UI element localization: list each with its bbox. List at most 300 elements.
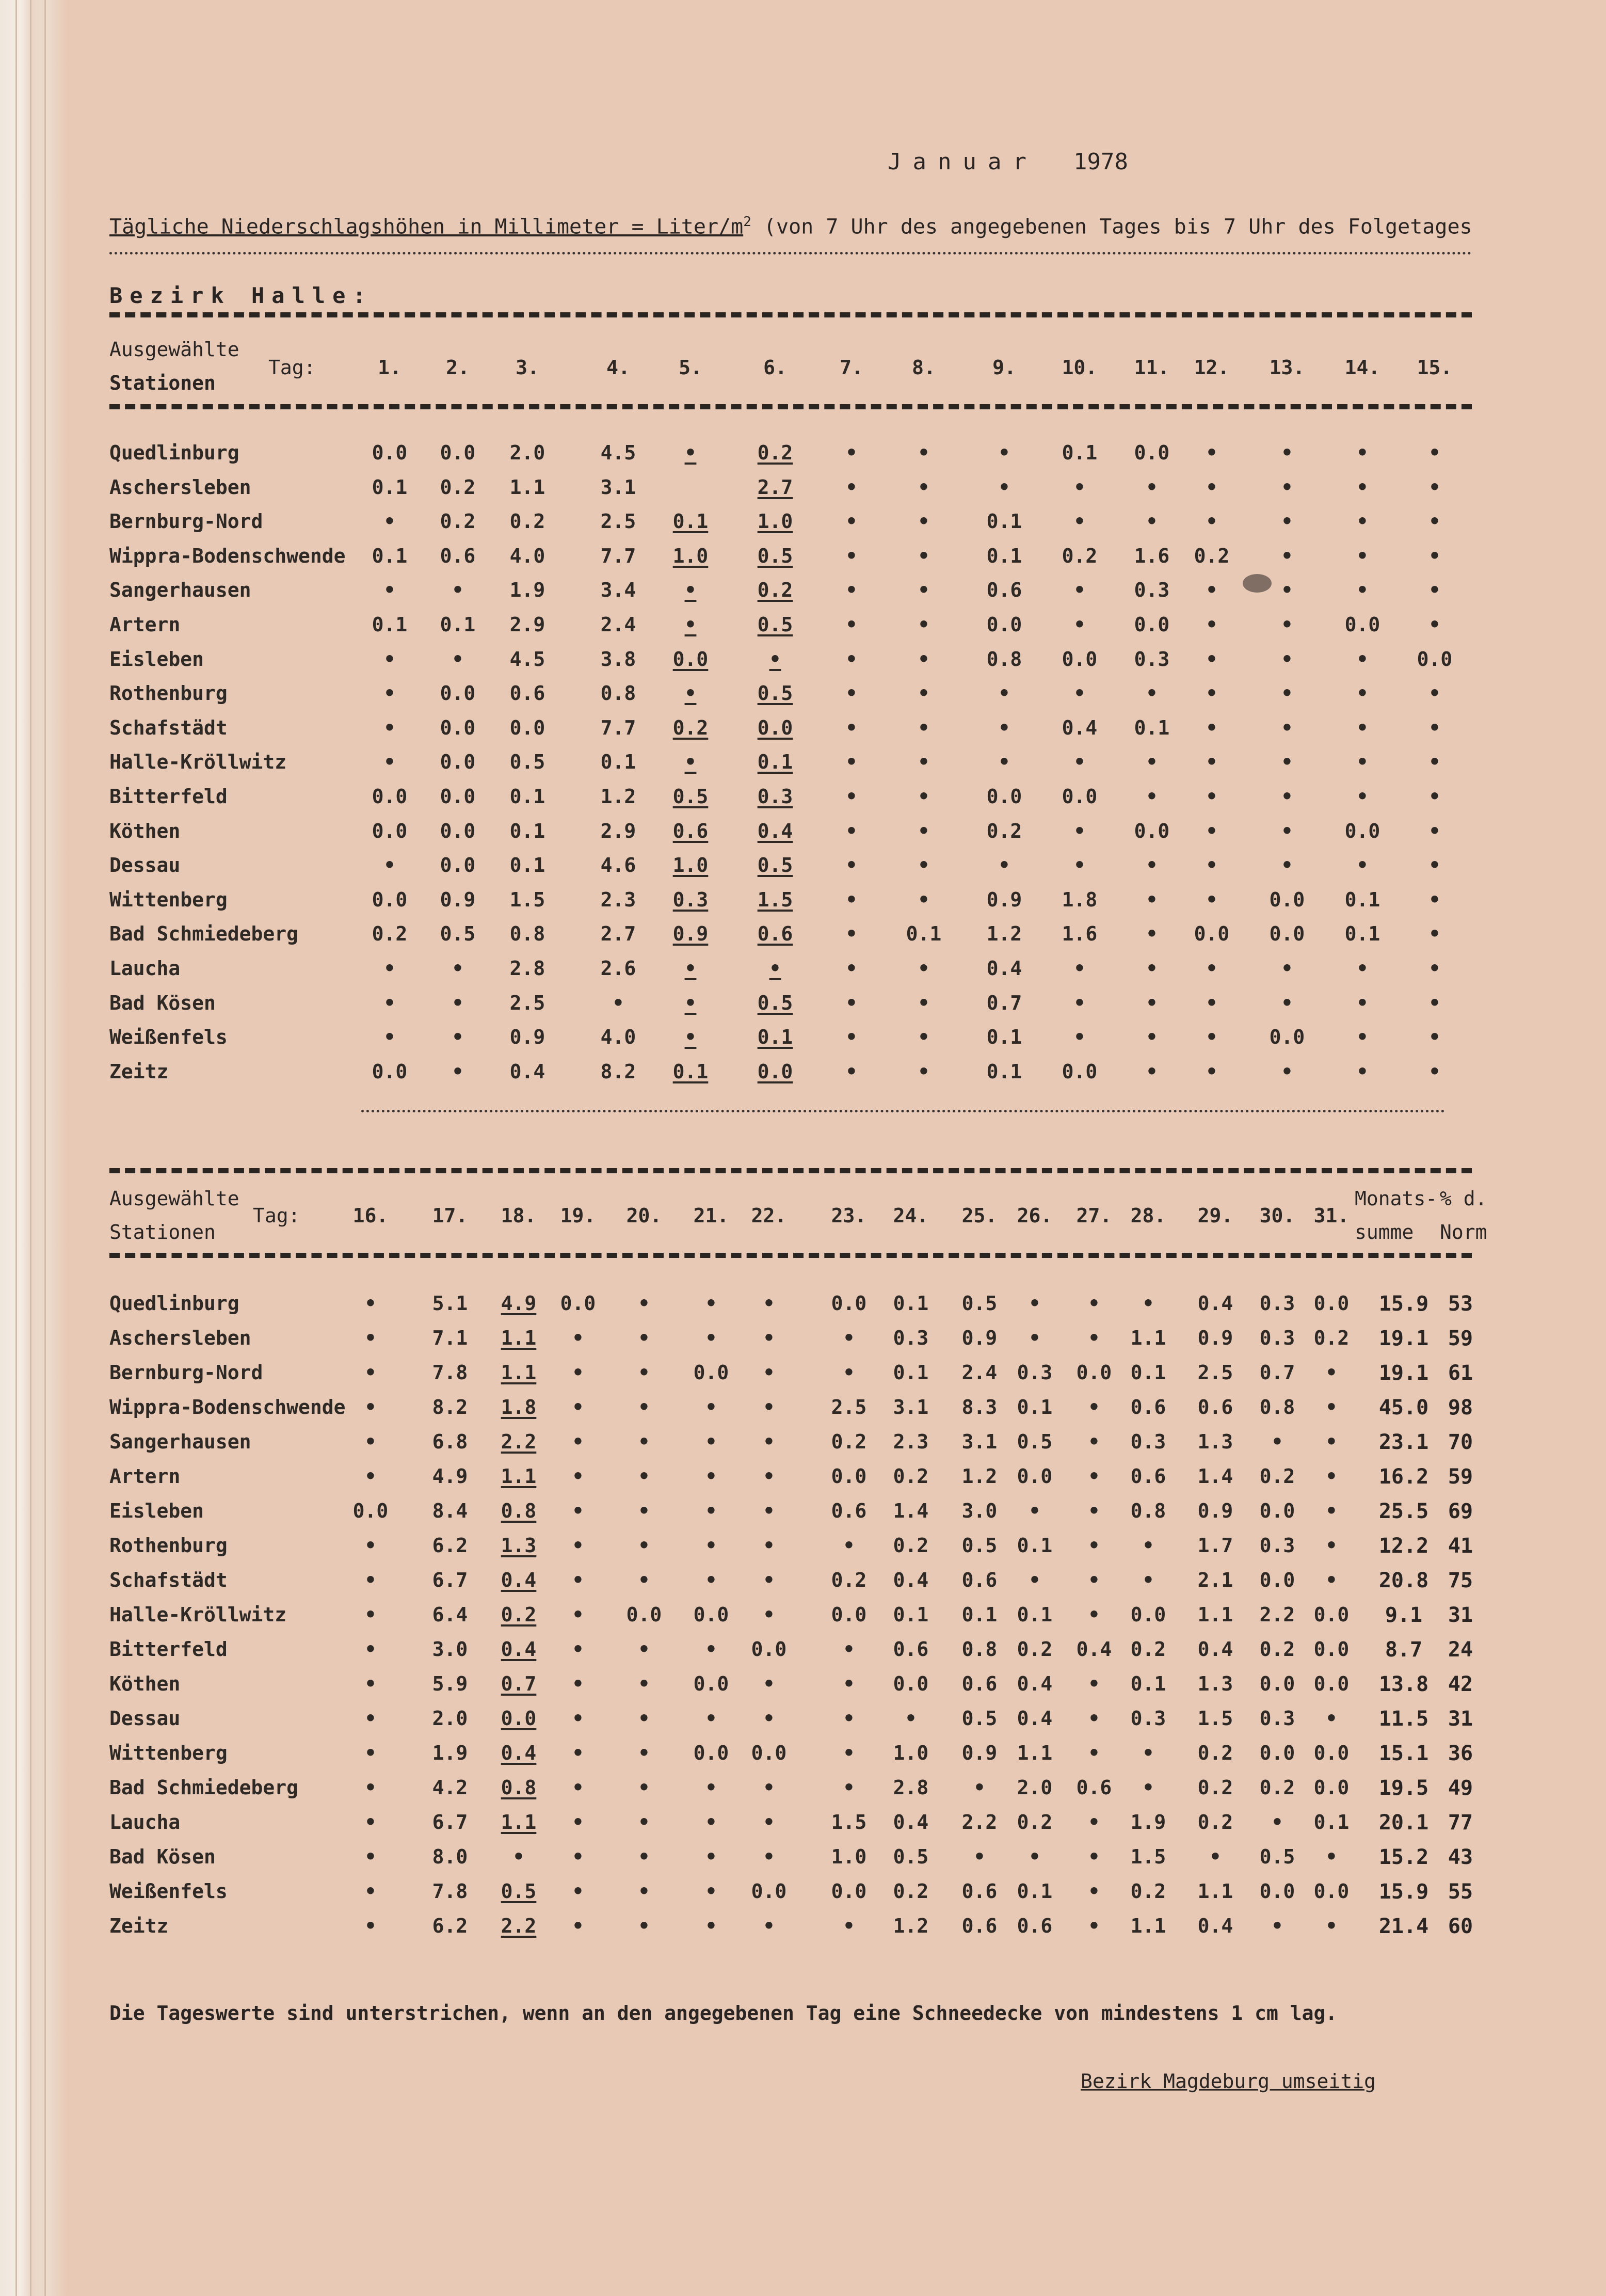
day-header: 23. xyxy=(831,1204,867,1227)
monthly-sum: 45.0 xyxy=(1378,1396,1429,1420)
rain-value: • xyxy=(364,1707,377,1730)
rain-value: • xyxy=(1206,957,1218,980)
rain-value: • xyxy=(1325,1361,1338,1384)
rain-value xyxy=(657,922,724,945)
rain-value: 0.2 xyxy=(893,1534,929,1557)
rain-value: 0.2 xyxy=(1197,1776,1233,1799)
rain-value: 0.0 xyxy=(1062,785,1098,808)
day-header: 14. xyxy=(1344,356,1380,379)
rain-value: • xyxy=(1428,854,1441,877)
station-name: Bad Kösen xyxy=(109,1845,216,1868)
rain-value: 1.1 xyxy=(1197,1603,1233,1626)
rain-value: 3.1 xyxy=(600,475,636,499)
percent-of-norm: 70 xyxy=(1448,1430,1473,1454)
rain-value: • xyxy=(1088,1707,1100,1730)
rain-value: • xyxy=(1428,613,1441,636)
rain-value: • xyxy=(1356,785,1369,808)
rain-value xyxy=(657,613,724,636)
rain-value: 0.1 xyxy=(986,510,1022,533)
rain-value: • xyxy=(1088,1430,1100,1453)
rain-value: 0.1 xyxy=(372,544,408,567)
rain-value xyxy=(485,1396,552,1418)
rain-value: 0.1 xyxy=(509,785,545,808)
rain-value: 1.1 xyxy=(1130,1327,1166,1349)
rain-value: • xyxy=(572,1396,584,1418)
rain-value-text: • xyxy=(684,991,697,1014)
rain-value: • xyxy=(918,579,930,602)
rain-value-text: 1.0 xyxy=(672,544,709,567)
rain-value: 0.1 xyxy=(961,1603,998,1626)
rain-value xyxy=(657,545,724,567)
rain-value xyxy=(742,545,809,567)
rain-value: 0.0 xyxy=(1259,1672,1295,1695)
rain-value: 0.4 xyxy=(509,1060,545,1083)
rain-value: • xyxy=(918,716,930,739)
rain-value: 0.0 xyxy=(440,785,476,808)
rain-value: 1.5 xyxy=(1197,1707,1233,1730)
station-name: Laucha xyxy=(109,957,181,980)
rain-value: • xyxy=(1325,1845,1338,1868)
rain-value: • xyxy=(1356,544,1369,567)
rain-value: 0.0 xyxy=(1259,1500,1295,1522)
station-name: Halle-Kröllwitz xyxy=(109,1603,287,1626)
rain-value xyxy=(485,1430,552,1453)
percent-of-norm: 55 xyxy=(1448,1880,1473,1904)
rain-value: 0.3 xyxy=(1259,1327,1295,1349)
rain-value: • xyxy=(364,1845,377,1868)
rain-value: • xyxy=(1073,751,1086,774)
rain-value: 0.0 xyxy=(372,441,408,464)
rain-value: 0.4 xyxy=(1076,1638,1112,1661)
rain-value: • xyxy=(1142,1292,1154,1315)
rain-value: • xyxy=(1206,716,1218,739)
rain-value: • xyxy=(1146,1060,1158,1083)
rain-value: • xyxy=(1356,579,1369,602)
rain-value: 0.1 xyxy=(986,544,1022,567)
rain-value: 0.0 xyxy=(372,888,408,911)
rain-value: • xyxy=(1146,888,1158,911)
rain-value: • xyxy=(763,1603,775,1626)
rain-value: 2.9 xyxy=(509,613,545,636)
rain-value-text: 2.2 xyxy=(501,1430,537,1453)
rain-value: 0.0 xyxy=(693,1742,729,1764)
rain-value: • xyxy=(1088,1465,1100,1488)
rain-value: • xyxy=(1146,854,1158,877)
rain-value: • xyxy=(1088,1327,1100,1349)
rain-value: 0.6 xyxy=(1130,1465,1166,1488)
rain-value: 0.0 xyxy=(693,1603,729,1626)
rain-value xyxy=(657,716,724,739)
day-header: 11. xyxy=(1134,356,1170,379)
rain-value: • xyxy=(364,1361,377,1384)
rain-value: 0.9 xyxy=(509,1026,545,1049)
rain-value: • xyxy=(998,854,1010,877)
rain-value: 0.5 xyxy=(961,1707,998,1730)
station-name: Artern xyxy=(109,1465,181,1488)
rain-value: 2.3 xyxy=(600,888,636,911)
rain-value: • xyxy=(843,1327,855,1349)
rain-value-text: 0.4 xyxy=(501,1742,537,1764)
rain-value-text: 0.5 xyxy=(757,682,793,705)
rain-value-text: 0.3 xyxy=(672,888,709,911)
rain-value: • xyxy=(1356,441,1369,464)
rain-value-text: 1.0 xyxy=(672,854,709,877)
monthly-sum: 15.9 xyxy=(1378,1880,1429,1904)
rain-value-text: 0.6 xyxy=(757,922,793,946)
rain-value: 1.2 xyxy=(893,1915,929,1937)
rain-value: 5.9 xyxy=(432,1672,468,1695)
rain-value: • xyxy=(1281,441,1293,464)
rain-value: • xyxy=(452,991,464,1014)
rain-value: 0.5 xyxy=(961,1534,998,1557)
monthly-sum: 8.7 xyxy=(1385,1638,1423,1662)
rain-value: • xyxy=(572,1569,584,1591)
rain-value: • xyxy=(843,1915,855,1937)
rain-value: • xyxy=(763,1707,775,1730)
rain-value: • xyxy=(763,1396,775,1418)
rain-value: • xyxy=(1281,475,1293,499)
rain-value: • xyxy=(1029,1500,1041,1522)
monthly-sum: 9.1 xyxy=(1385,1603,1423,1627)
percent-of-norm: 49 xyxy=(1448,1776,1473,1800)
rain-value xyxy=(657,992,724,1014)
rain-value: 6.4 xyxy=(432,1603,468,1626)
rain-value: 0.2 xyxy=(1130,1638,1166,1661)
station-name: Dessau xyxy=(109,854,181,877)
rain-value: • xyxy=(364,1880,377,1903)
rain-value-text: 0.5 xyxy=(757,991,793,1014)
rain-value: 0.9 xyxy=(1197,1327,1233,1349)
rain-value: • xyxy=(763,1327,775,1349)
rain-value: • xyxy=(383,647,396,671)
rain-value: 1.0 xyxy=(893,1742,929,1764)
rain-value-text: 0.2 xyxy=(757,441,793,464)
rain-value: • xyxy=(1088,1672,1100,1695)
station-name: Bad Schmiedeberg xyxy=(109,1776,299,1799)
rain-value: • xyxy=(1271,1811,1283,1833)
rain-value: 0.3 xyxy=(1130,1430,1166,1453)
rain-value: • xyxy=(705,1430,717,1453)
rain-value: • xyxy=(364,1430,377,1453)
rain-value: 0.1 xyxy=(1344,922,1380,946)
rain-value: 2.6 xyxy=(600,957,636,980)
station-name: Artern xyxy=(109,613,181,636)
rain-value: 0.1 xyxy=(440,613,476,636)
rain-value: • xyxy=(845,957,858,980)
rain-value: • xyxy=(1356,751,1369,774)
sum-header-line2: summe xyxy=(1355,1221,1414,1243)
monthly-sum: 19.5 xyxy=(1378,1776,1429,1800)
rain-value: 1.5 xyxy=(509,888,545,911)
rain-value: 0.0 xyxy=(1313,1880,1350,1903)
rain-value: • xyxy=(1428,682,1441,705)
rain-value: 0.1 xyxy=(1130,1672,1166,1695)
rain-value: • xyxy=(1088,1569,1100,1591)
rain-value: • xyxy=(1206,888,1218,911)
rain-value: • xyxy=(383,1026,396,1049)
monthly-sum: 11.5 xyxy=(1378,1707,1429,1731)
rain-value-text: • xyxy=(684,579,697,602)
station-name: Sangerhausen xyxy=(109,579,251,602)
rain-value: • xyxy=(638,1292,650,1315)
rain-value: • xyxy=(763,1292,775,1315)
monthly-sum: 21.4 xyxy=(1378,1915,1429,1938)
station-name: Dessau xyxy=(109,1707,181,1730)
station-name: Bitterfeld xyxy=(109,785,228,808)
rain-value: • xyxy=(1325,1534,1338,1557)
rain-value: • xyxy=(918,647,930,671)
rain-value xyxy=(485,1465,552,1488)
rain-value: • xyxy=(612,991,624,1014)
rain-value-text: • xyxy=(684,1026,697,1049)
rain-value xyxy=(485,1776,552,1799)
rain-value: 0.0 xyxy=(1313,1292,1350,1315)
station-name: Bernburg-Nord xyxy=(109,1361,263,1384)
dotted-rule xyxy=(361,1110,1445,1112)
rain-value: 0.5 xyxy=(440,922,476,946)
rain-value: • xyxy=(1428,888,1441,911)
rain-value: • xyxy=(638,1915,650,1937)
rain-value: • xyxy=(1356,475,1369,499)
day-header: 18. xyxy=(501,1204,537,1227)
rain-value: 2.2 xyxy=(1259,1603,1295,1626)
rain-value: • xyxy=(845,785,858,808)
rain-value: • xyxy=(1281,819,1293,842)
percent-of-norm: 98 xyxy=(1448,1396,1473,1420)
dashed-rule xyxy=(109,404,1472,409)
rain-value: • xyxy=(512,1845,525,1868)
rain-value xyxy=(657,648,724,671)
rain-value: • xyxy=(364,1534,377,1557)
rain-value: 3.1 xyxy=(961,1430,998,1453)
rain-value: • xyxy=(638,1465,650,1488)
rain-value: 0.9 xyxy=(986,888,1022,911)
year-heading: 1978 xyxy=(1073,149,1128,175)
rain-value-text: 0.5 xyxy=(672,785,709,808)
rain-value: 1.3 xyxy=(1197,1430,1233,1453)
rain-value: • xyxy=(383,991,396,1014)
station-name: Bernburg-Nord xyxy=(109,510,263,533)
rain-value: 0.0 xyxy=(1417,647,1453,671)
rain-value: • xyxy=(364,1327,377,1349)
rain-value: 0.0 xyxy=(831,1603,867,1626)
rain-value: • xyxy=(452,1026,464,1049)
rain-value: 0.0 xyxy=(1134,441,1170,464)
rain-value: 1.4 xyxy=(1197,1465,1233,1488)
rain-value: 0.8 xyxy=(600,682,636,705)
rain-value xyxy=(742,510,809,533)
rain-value-text: 1.1 xyxy=(501,1465,537,1488)
rain-value: • xyxy=(1146,682,1158,705)
rain-value: 0.0 xyxy=(986,613,1022,636)
rain-value: 0.0 xyxy=(1313,1672,1350,1695)
rain-value: 0.1 xyxy=(1130,1361,1166,1384)
rain-value: • xyxy=(452,957,464,980)
percent-of-norm: 53 xyxy=(1448,1292,1473,1316)
rain-value xyxy=(485,1915,552,1937)
rain-value: • xyxy=(763,1534,775,1557)
station-name: Schafstädt xyxy=(109,716,228,739)
rain-value: 0.9 xyxy=(961,1742,998,1764)
rain-value: • xyxy=(638,1707,650,1730)
rain-value: • xyxy=(918,475,930,499)
percent-of-norm: 59 xyxy=(1448,1327,1473,1350)
rain-value: 4.2 xyxy=(432,1776,468,1799)
rain-value: 0.3 xyxy=(1259,1534,1295,1557)
rain-value: • xyxy=(1356,854,1369,877)
station-name: Eisleben xyxy=(109,647,204,671)
rain-value: • xyxy=(843,1742,855,1764)
rain-value: • xyxy=(1029,1569,1041,1591)
rain-value: • xyxy=(1428,1026,1441,1049)
rain-value: • xyxy=(1206,441,1218,464)
rain-value: 7.7 xyxy=(600,544,636,567)
rain-value: • xyxy=(1281,1060,1293,1083)
rain-value: • xyxy=(918,1026,930,1049)
rain-value: • xyxy=(1428,922,1441,946)
rain-value: 0.0 xyxy=(831,1292,867,1315)
rain-value: 0.2 xyxy=(1259,1776,1295,1799)
rain-value: • xyxy=(918,888,930,911)
rain-value: • xyxy=(845,922,858,946)
rain-value: • xyxy=(383,957,396,980)
rain-value: 0.0 xyxy=(1269,922,1305,946)
rain-value-text: • xyxy=(684,751,697,774)
rain-value: • xyxy=(383,854,396,877)
rain-value: • xyxy=(383,579,396,602)
rain-value: 0.0 xyxy=(693,1672,729,1695)
rain-value xyxy=(742,820,809,842)
rain-value: 0.6 xyxy=(893,1638,929,1661)
rain-value: • xyxy=(763,1465,775,1488)
rain-value: • xyxy=(1271,1915,1283,1937)
station-name: Wippra-Bodenschwende xyxy=(109,1396,346,1418)
rain-value: 0.1 xyxy=(372,613,408,636)
rain-value: • xyxy=(1088,1880,1100,1903)
rain-value: • xyxy=(918,682,930,705)
sum-header-line1: Monats- xyxy=(1355,1187,1438,1210)
station-name: Laucha xyxy=(109,1811,181,1833)
rain-value: 4.5 xyxy=(600,441,636,464)
rain-value: • xyxy=(705,1811,717,1833)
rain-value: • xyxy=(1206,613,1218,636)
rain-value xyxy=(742,751,809,773)
rain-value xyxy=(485,1292,552,1315)
rain-value: 2.0 xyxy=(1017,1776,1053,1799)
rain-value-text: 0.2 xyxy=(757,579,793,602)
day-header: 9. xyxy=(992,356,1016,379)
rain-value: 8.3 xyxy=(961,1396,998,1418)
rain-value: • xyxy=(705,1707,717,1730)
page-edge-line xyxy=(15,0,17,2296)
rain-value: • xyxy=(1088,1811,1100,1833)
rain-value xyxy=(742,957,809,980)
rain-value: • xyxy=(845,716,858,739)
station-name: Quedlinburg xyxy=(109,1292,239,1315)
rain-value: • xyxy=(763,1811,775,1833)
rain-value: • xyxy=(1271,1430,1283,1453)
rain-value: • xyxy=(1209,1845,1222,1868)
rain-value: • xyxy=(763,1430,775,1453)
rain-value: 0.3 xyxy=(1134,647,1170,671)
rain-value: 0.2 xyxy=(1197,1811,1233,1833)
rain-value: • xyxy=(705,1465,717,1488)
rain-value: • xyxy=(1356,647,1369,671)
rain-value: 0.0 xyxy=(440,716,476,739)
rain-value: • xyxy=(638,1776,650,1799)
rain-value: • xyxy=(1281,544,1293,567)
day-header: 17. xyxy=(432,1204,468,1227)
rain-value: 1.9 xyxy=(432,1742,468,1764)
rain-value: 2.5 xyxy=(509,991,545,1014)
rain-value: 0.0 xyxy=(440,441,476,464)
rain-value-text: 0.9 xyxy=(672,922,709,946)
rain-value-text: 0.5 xyxy=(757,854,793,877)
station-name: Weißenfels xyxy=(109,1026,228,1049)
rain-value: • xyxy=(572,1742,584,1764)
day-label: Tag: xyxy=(268,356,316,379)
station-name: Halle-Kröllwitz xyxy=(109,751,287,774)
rain-value: • xyxy=(1428,1060,1441,1083)
rain-value xyxy=(742,854,809,876)
rain-value: 0.1 xyxy=(906,922,942,946)
rain-value xyxy=(742,1026,809,1048)
rain-value xyxy=(485,1534,552,1557)
station-name: Rothenburg xyxy=(109,1534,228,1557)
day-header: 29. xyxy=(1197,1204,1233,1227)
rain-value: 1.0 xyxy=(831,1845,867,1868)
rain-value-text: 1.3 xyxy=(501,1534,537,1557)
rain-value-text: 0.1 xyxy=(672,1060,709,1083)
rain-value: • xyxy=(1073,1026,1086,1049)
table-subtitle xyxy=(109,214,1472,238)
rain-value: • xyxy=(572,1534,584,1557)
rain-value: • xyxy=(1146,785,1158,808)
day-header: 12. xyxy=(1194,356,1230,379)
rain-value: 0.4 xyxy=(1062,716,1098,739)
rain-value: 0.2 xyxy=(893,1880,929,1903)
rain-value: • xyxy=(845,510,858,533)
day-header: 28. xyxy=(1130,1204,1166,1227)
rain-value: 2.5 xyxy=(1197,1361,1233,1384)
station-name: Aschersleben xyxy=(109,475,251,499)
rain-value: 1.7 xyxy=(1197,1534,1233,1557)
rain-value-text: 0.1 xyxy=(757,1026,793,1049)
rain-value: • xyxy=(1206,819,1218,842)
rain-value: • xyxy=(1281,716,1293,739)
day-header: 16. xyxy=(352,1204,389,1227)
rain-value-text: 0.0 xyxy=(501,1707,537,1730)
rain-value: 0.0 xyxy=(751,1742,787,1764)
rain-value: 0.7 xyxy=(986,991,1022,1014)
rain-value: • xyxy=(572,1500,584,1522)
rain-value: • xyxy=(1356,1060,1369,1083)
day-header: 3. xyxy=(516,356,539,379)
rain-value: 0.1 xyxy=(893,1361,929,1384)
rain-value: • xyxy=(1206,682,1218,705)
rain-value: 0.8 xyxy=(986,647,1022,671)
rain-value: 0.0 xyxy=(352,1500,389,1522)
day-header: 31. xyxy=(1313,1204,1350,1227)
rain-value-text: 1.1 xyxy=(501,1361,537,1384)
rain-value: • xyxy=(452,579,464,602)
station-header-line1: Ausgewählte xyxy=(109,338,239,361)
rain-value: 0.1 xyxy=(1017,1396,1053,1418)
rain-value: 0.4 xyxy=(1197,1915,1233,1937)
rain-value: • xyxy=(638,1845,650,1868)
station-name: Wittenberg xyxy=(109,1742,228,1764)
rain-value: • xyxy=(364,1603,377,1626)
